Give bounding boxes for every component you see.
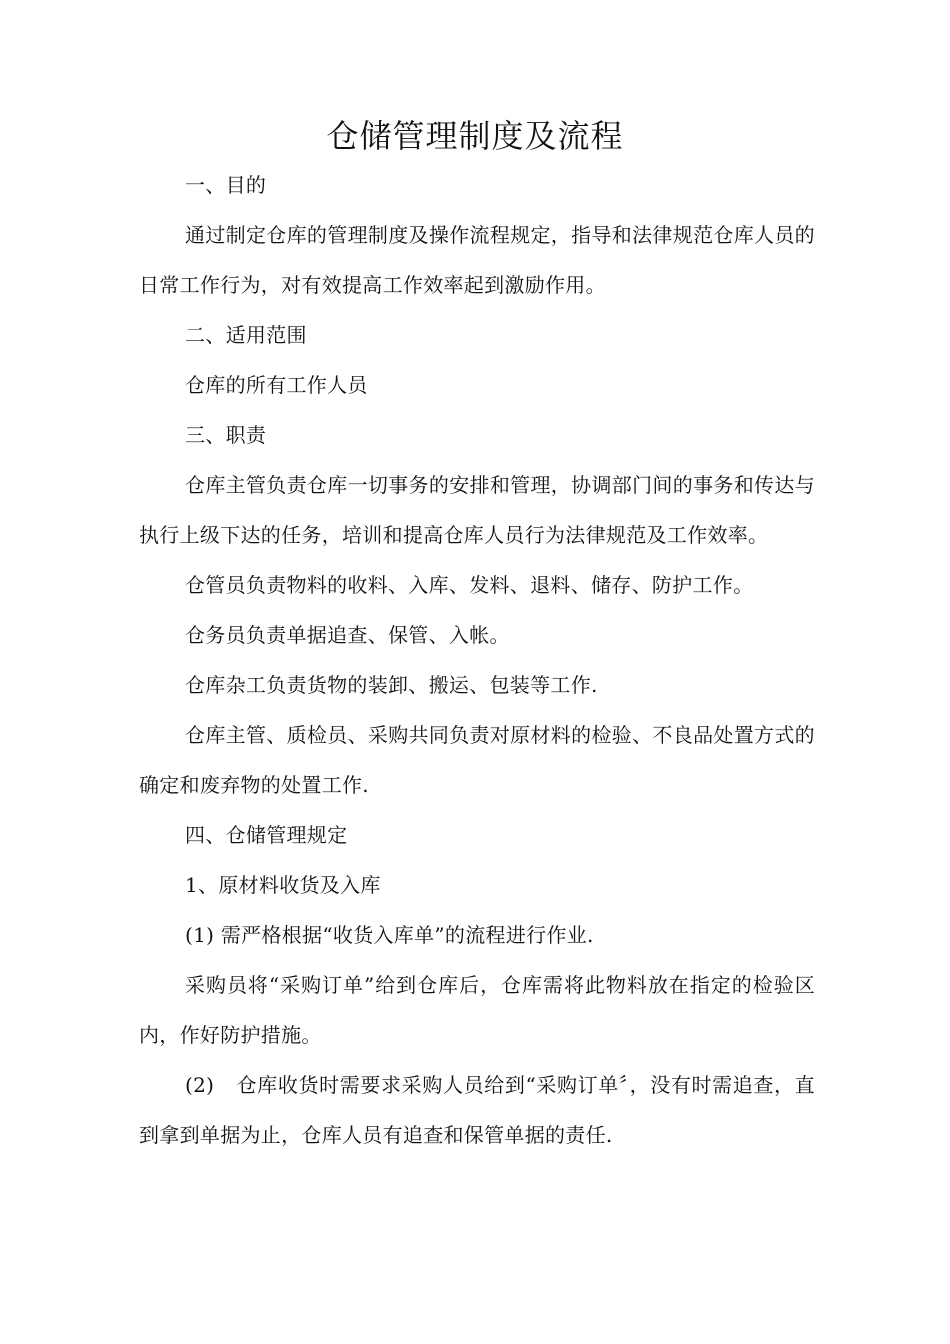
- paragraph-duty-clerk: 仓务员负责单据追查、保管、入帐。: [185, 623, 510, 647]
- section-heading-scope: 二、适用范围: [185, 323, 307, 347]
- paragraph-rule-1: (1) 需严格根据“收货入库单”的流程进行作业.: [185, 923, 594, 947]
- section-heading-purpose: 一、目的: [185, 173, 267, 197]
- paragraph-duty-keeper: 仓管员负责物料的收料、入库、发料、退料、储存、防护工作。: [185, 573, 754, 597]
- paragraph-duty-joint: 仓库主管、质检员、采购共同负责对原材料的检验、不良品处置方式的确定和废弃物的处置工作.: [139, 723, 815, 797]
- rule-2-number: (2): [185, 1073, 215, 1097]
- document-title: 仓储管理制度及流程: [326, 117, 624, 155]
- paragraph-rule-1-detail: 采购员将“采购订单”给到仓库后，仓库需将此物料放在指定的检验区内，作好防护措施。: [139, 973, 815, 1047]
- subsection-heading-receiving: 1、原材料收货及入库: [185, 873, 381, 897]
- paragraph-duty-supervisor: 仓库主管负责仓库一切事务的安排和管理，协调部门间的事务和传达与执行上级下达的任务，培训和提高仓库人员行为法律规范及工作效率。: [139, 473, 815, 547]
- paragraph-scope: 仓库的所有工作人员: [185, 373, 368, 397]
- paragraph-duty-laborer: 仓库杂工负责货物的装卸、搬运、包装等工作.: [185, 673, 598, 697]
- section-heading-duties: 三、职责: [185, 423, 267, 447]
- paragraph-rule-2: [139, 1060, 815, 1160]
- paragraph-purpose: 通过制定仓库的管理制度及操作流程规定，指导和法律规范仓库人员的日常工作行为，对有效提高工作效率起到激励作用。: [139, 223, 815, 297]
- document-body: [139, 160, 815, 1160]
- rule-2-text: 仓库收货时需要求采购人员给到“采购订单〞，没有时需追查，直到拿到单据为止，仓库人员有追查和保管单据的责任.: [139, 1073, 815, 1147]
- section-heading-rules: 四、仓储管理规定: [185, 823, 348, 847]
